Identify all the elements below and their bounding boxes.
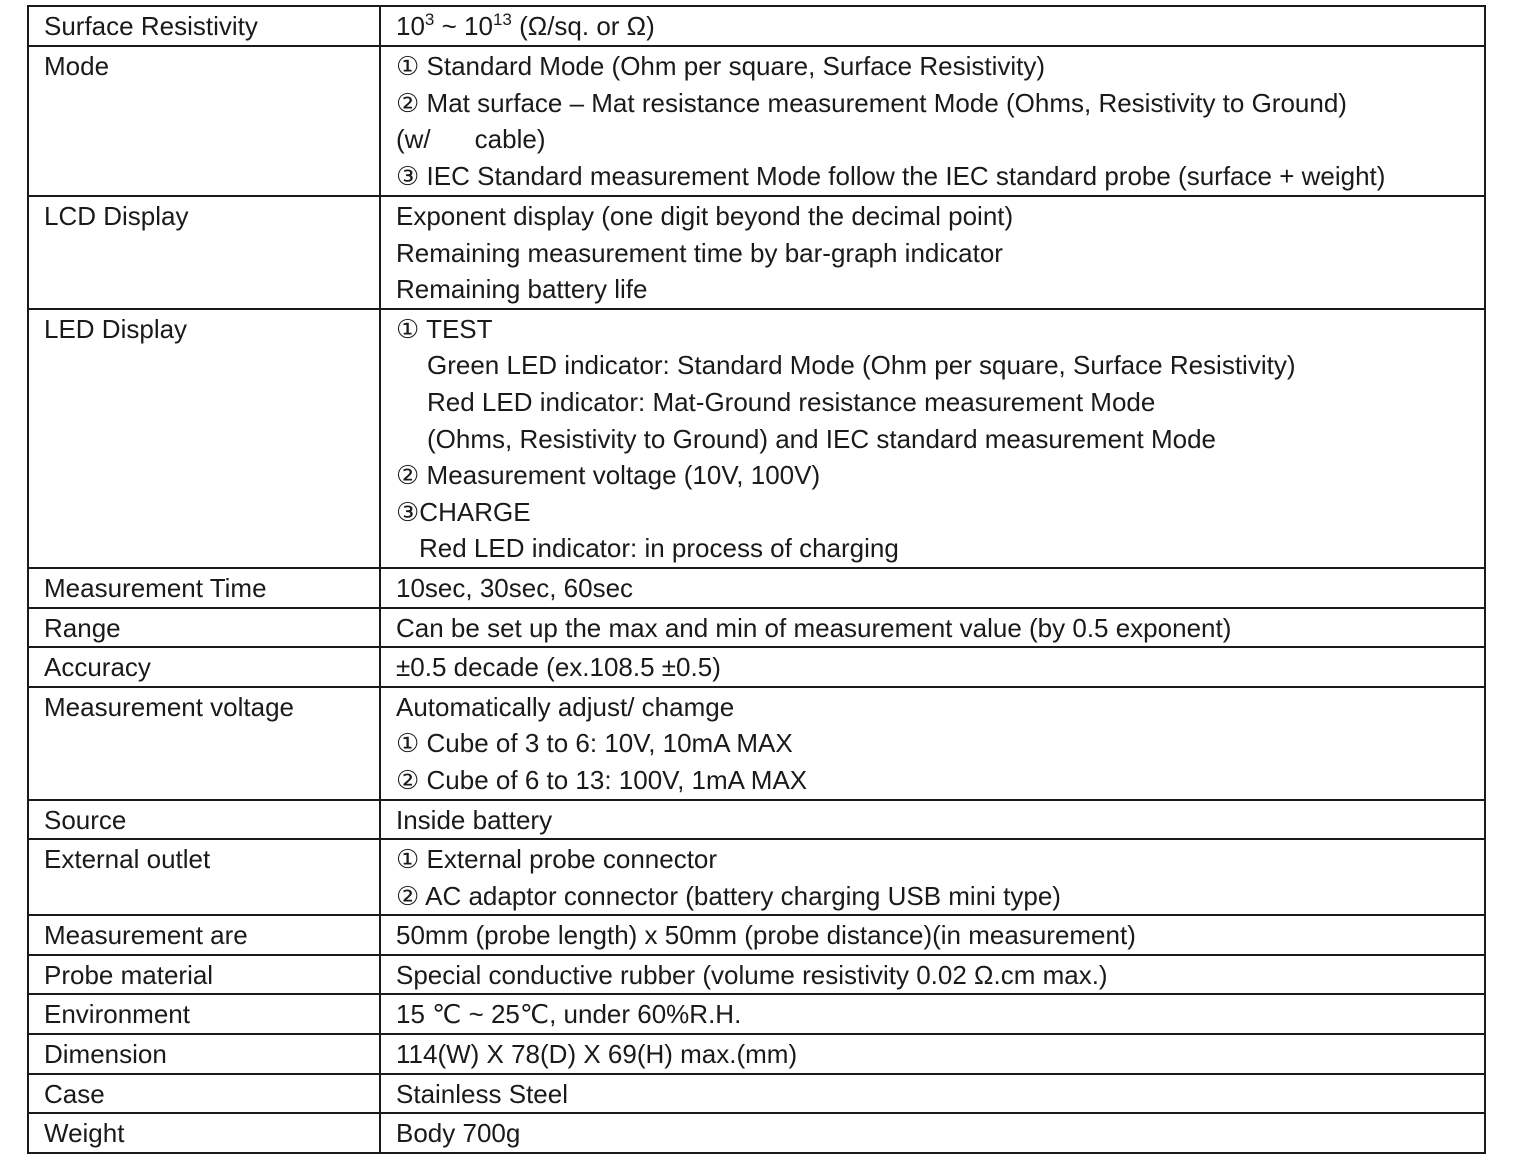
spec-label: Environment — [28, 994, 380, 1034]
value-line: ① TEST — [396, 313, 493, 344]
spec-value — [380, 687, 1485, 800]
value-line: Red LED indicator: Mat-Ground resistance measurement Mode — [427, 386, 1156, 417]
spec-value — [380, 1034, 1485, 1074]
spec-value — [380, 608, 1485, 648]
value-line: Green LED indicator: Standard Mode (Ohm per square, Surface Resistivity) — [427, 350, 1296, 381]
value-line: Body 700g — [396, 1118, 521, 1149]
table-row — [28, 309, 1485, 568]
spec-table — [27, 5, 1486, 1154]
spec-value — [380, 647, 1485, 687]
spec-label: LCD Display — [28, 196, 380, 309]
value-line: Remaining measurement time by bar-graph indicator — [396, 237, 1003, 268]
spec-label: Case — [28, 1074, 380, 1114]
value-line: 50mm (probe length) x 50mm (probe distance)(in measurement) — [396, 920, 1136, 951]
value-line: (Ohms, Resistivity to Ground) and IEC standard measurement Mode — [427, 423, 1216, 454]
spec-value — [380, 800, 1485, 840]
spec-value — [380, 915, 1485, 955]
value-line: Automatically adjust/ chamge — [396, 691, 735, 722]
table-row — [28, 6, 1485, 46]
spec-label: Measurement are — [28, 915, 380, 955]
table-row — [28, 647, 1485, 687]
value-line: Can be set up the max and min of measurement value (by 0.5 exponent) — [396, 612, 1232, 643]
table-row — [28, 196, 1485, 309]
table-row — [28, 1074, 1485, 1114]
table-row — [28, 800, 1485, 840]
table-row — [28, 915, 1485, 955]
spec-label: Accuracy — [28, 647, 380, 687]
spec-value — [380, 1074, 1485, 1114]
spec-label: Probe material — [28, 955, 380, 995]
value-line: Red LED indicator: in process of charging — [419, 533, 899, 564]
spec-value — [380, 839, 1485, 915]
spec-value — [380, 1113, 1485, 1153]
value-line: Inside battery — [396, 804, 553, 835]
value-line: 15 ℃ ~ 25℃, under 60%R.H. — [396, 999, 742, 1030]
value-line: ① External probe connector — [396, 844, 718, 875]
spec-label: LED Display — [28, 309, 380, 568]
value-line: ① Standard Mode (Ohm per square, Surface Resistivity) — [396, 51, 1046, 81]
spec-value — [380, 196, 1485, 309]
spec-value — [380, 46, 1485, 196]
surface-resistivity-value: $10^3$ ~ $10^{13}$ (Ω/sq. or Ω) — [396, 10, 655, 41]
table-row — [28, 839, 1485, 915]
value-line: Special conductive rubber (volume resistivity 0.02 Ω.cm max.) — [396, 959, 1108, 990]
table-row — [28, 994, 1485, 1034]
value-line: ±0.5 decade (ex.108.5 ±0.5) — [396, 652, 721, 683]
value-line: (w/ cable) — [396, 124, 546, 155]
value-line: ① Cube of 3 to 6: 10V, 10mA MAX — [396, 728, 793, 759]
spec-label: Surface Resistivity — [28, 6, 380, 46]
value-line: Stainless Steel — [396, 1078, 568, 1109]
spec-label: Mode — [28, 46, 380, 196]
table-row — [28, 955, 1485, 995]
table-row — [28, 1034, 1485, 1074]
value-line: ② Mat surface – Mat resistance measurement Mode (Ohms, Resistivity to Ground) — [396, 87, 1347, 118]
table-row — [28, 687, 1485, 800]
spec-label: Source — [28, 800, 380, 840]
value-line: Remaining battery life — [396, 274, 648, 305]
table-row — [28, 608, 1485, 648]
value-line: 114(W) X 78(D) X 69(H) max.(mm) — [396, 1039, 798, 1070]
spec-label: Measurement voltage — [28, 687, 380, 800]
value-line: ③CHARGE — [396, 496, 531, 527]
spec-label: Dimension — [28, 1034, 380, 1074]
spec-value — [380, 6, 1485, 46]
value-line: 10sec, 30sec, 60sec — [396, 572, 634, 603]
spec-label: Range — [28, 608, 380, 648]
value-line: ② Cube of 6 to 13: 100V, 1mA MAX — [396, 764, 808, 795]
spec-label: External outlet — [28, 839, 380, 915]
value-line: Exponent display (one digit beyond the decimal point) — [396, 201, 1014, 231]
spec-label: Weight — [28, 1113, 380, 1153]
spec-value — [380, 955, 1485, 995]
table-row — [28, 46, 1485, 196]
value-line: ③ IEC Standard measurement Mode follow the IEC standard probe (surface + weight) — [396, 160, 1386, 191]
table-row — [28, 568, 1485, 608]
spec-value — [380, 994, 1485, 1034]
value-line: ② AC adaptor connector (battery charging USB mini type) — [396, 880, 1061, 911]
value-line: ② Measurement voltage (10V, 100V) — [396, 460, 821, 491]
spec-value — [380, 309, 1485, 568]
table-row — [28, 1113, 1485, 1153]
spec-value — [380, 568, 1485, 608]
spec-label: Measurement Time — [28, 568, 380, 608]
